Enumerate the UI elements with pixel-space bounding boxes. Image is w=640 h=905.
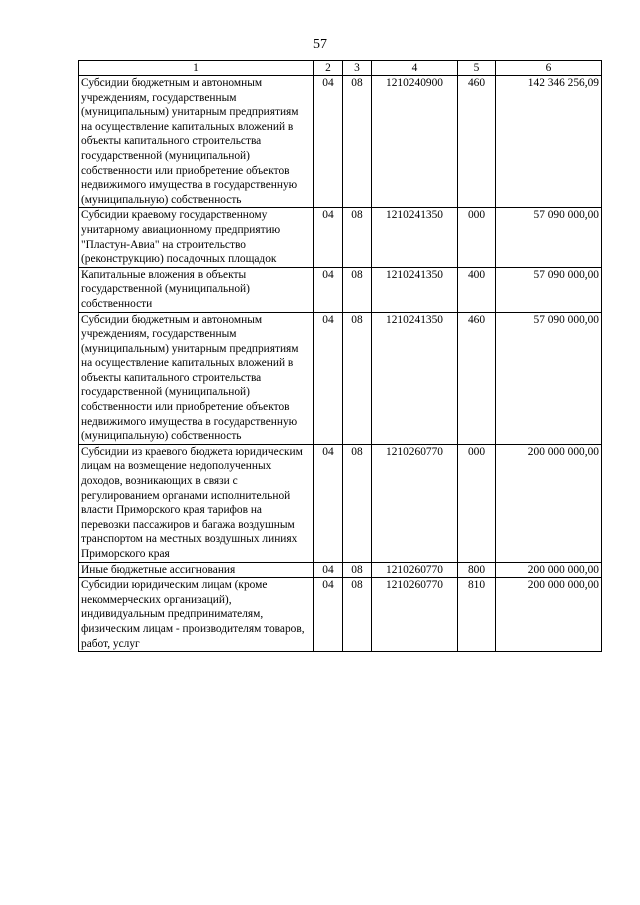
row-subsection: 08: [343, 312, 372, 444]
row-section: 04: [314, 208, 343, 267]
row-subsection: 08: [343, 578, 372, 652]
table-row: [79, 267, 602, 312]
table-header-row: [79, 61, 602, 76]
row-name: Субсидии краевому государственному унитарному авиационному предприятию "Пластун-Авиа" на строительство (реконструкцию) посадочных площадок: [79, 208, 314, 267]
page-number: 57: [313, 37, 327, 52]
table-row: [79, 208, 602, 267]
row-target-code: 1210240900: [372, 76, 458, 208]
header-cell-5: 5: [458, 61, 496, 76]
row-subsection: 08: [343, 76, 372, 208]
row-name: Иные бюджетные ассигнования: [79, 562, 314, 578]
row-section: 04: [314, 578, 343, 652]
row-target-code: 1210241350: [372, 267, 458, 312]
budget-table: [78, 60, 602, 652]
row-target-code: 1210260770: [372, 444, 458, 562]
header-cell-6: 6: [496, 61, 602, 76]
row-name: Субсидии бюджетным и автономным учреждениям, государственным (муниципальным) унитарным предприятиям на осуществление капитальных вложений в объекты капитального строительства государственной (муниципальной) собственности или приобретение объектов недвижимого имущества в государственную (муниципальную) собственность: [79, 312, 314, 444]
row-expense-type: 000: [458, 208, 496, 267]
row-target-code: 1210260770: [372, 562, 458, 578]
row-target-code: 1210241350: [372, 312, 458, 444]
row-amount: 57 090 000,00: [496, 267, 602, 312]
row-section: 04: [314, 267, 343, 312]
header-cell-2: 2: [314, 61, 343, 76]
row-target-code: 1210260770: [372, 578, 458, 652]
table-row: [79, 562, 602, 578]
row-target-code: 1210241350: [372, 208, 458, 267]
row-section: 04: [314, 76, 343, 208]
row-amount: 200 000 000,00: [496, 444, 602, 562]
row-amount: 200 000 000,00: [496, 562, 602, 578]
table-row: [79, 578, 602, 652]
row-expense-type: 000: [458, 444, 496, 562]
row-name: Субсидии бюджетным и автономным учреждениям, государственным (муниципальным) унитарным предприятиям на осуществление капитальных вложений в объекты капитального строительства государственной (муниципальной) собственности или приобретение объектов недвижимого имущества в государственную (муниципальную) собственность: [79, 76, 314, 208]
row-amount: 200 000 000,00: [496, 578, 602, 652]
header-cell-4: 4: [372, 61, 458, 76]
row-expense-type: 460: [458, 76, 496, 208]
row-name: Субсидии из краевого бюджета юридическим лицам на возмещение недополученных доходов, возникающих в связи с регулированием органами исполнительной власти Приморского края тарифов на перевозки пассажиров и багажа воздушным транспортом на местных воздушных линиях Приморского края: [79, 444, 314, 562]
row-amount: 142 346 256,09: [496, 76, 602, 208]
row-section: 04: [314, 444, 343, 562]
row-name: Субсидии юридическим лицам (кроме некоммерческих организаций), индивидуальным предпринимателям, физическим лицам - производителям товаров, работ, услуг: [79, 578, 314, 652]
row-subsection: 08: [343, 267, 372, 312]
row-expense-type: 460: [458, 312, 496, 444]
table-row: [79, 444, 602, 562]
row-expense-type: 810: [458, 578, 496, 652]
row-section: 04: [314, 562, 343, 578]
row-name: Капитальные вложения в объекты государственной (муниципальной) собственности: [79, 267, 314, 312]
table-row: [79, 312, 602, 444]
header-cell-3: 3: [343, 61, 372, 76]
row-subsection: 08: [343, 208, 372, 267]
row-expense-type: 400: [458, 267, 496, 312]
row-amount: 57 090 000,00: [496, 208, 602, 267]
row-expense-type: 800: [458, 562, 496, 578]
header-cell-1: 1: [79, 61, 314, 76]
row-section: 04: [314, 312, 343, 444]
row-subsection: 08: [343, 562, 372, 578]
table-row: [79, 76, 602, 208]
row-amount: 57 090 000,00: [496, 312, 602, 444]
row-subsection: 08: [343, 444, 372, 562]
